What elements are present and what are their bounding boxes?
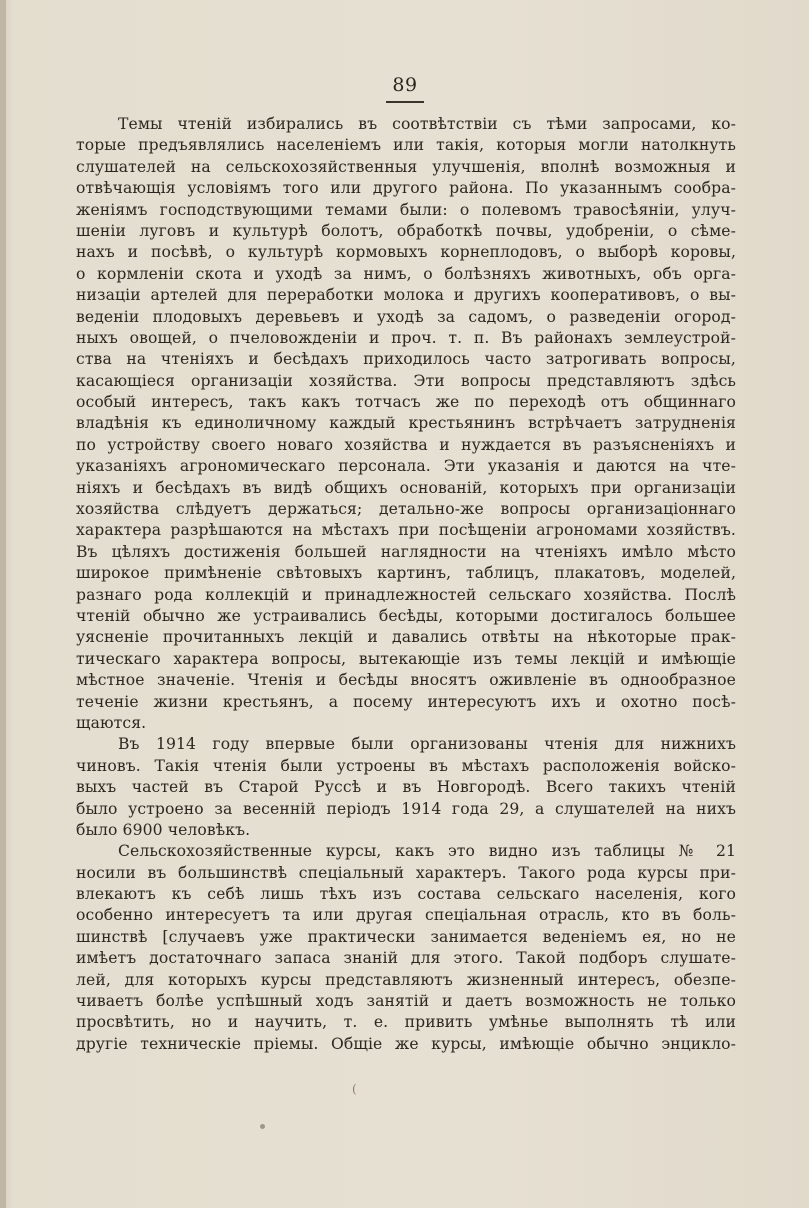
text-line: влекаютъ къ себѣ лишь тѣхъ изъ состава сельскаго населенія, кого <box>76 885 736 904</box>
page-number-underline <box>386 101 424 103</box>
text-line: уясненіе прочитанныхъ лекцій и давались отвѣты на нѣкоторые прак- <box>76 628 736 647</box>
text-line: мѣстное значеніе. Чтенія и бесѣды вносятъ оживленіе въ однообразное <box>76 671 736 690</box>
text-line: указаніяхъ агрономическаго персонала. Эти указанія и даются на чте- <box>76 457 736 476</box>
text-line: просвѣтить, но и научить, т. е. привить умѣнье выполнять тѣ или <box>76 1013 736 1032</box>
ink-speck <box>260 1124 265 1129</box>
text-line: по устройству своего новаго хозяйства и нуждается въ разъясненіяхъ и <box>76 435 736 454</box>
text-line: выхъ частей въ Старой Руссѣ и въ Новгородѣ. Всего такихъ чтеній <box>76 778 736 797</box>
text-line: Въ 1914 году впервые были организованы чтенія для нижнихъ <box>118 735 736 754</box>
page-spine-shadow <box>0 0 6 1208</box>
text-line: лей, для которыхъ курсы представляютъ жизненный интересъ, обезпе- <box>76 970 736 989</box>
text-line: было устроено за весенній періодъ 1914 года 29, а слушателей на нихъ <box>76 799 736 818</box>
text-line: хозяйства слѣдуетъ держаться; детально-же вопросы организаціоннаго <box>76 500 736 519</box>
text-line: чиваетъ болѣе успѣшный ходъ занятій и даетъ возможность не только <box>76 992 736 1011</box>
text-line: нахъ и посѣвѣ, о культурѣ кормовыхъ корнеплодовъ, о выборѣ коровы, <box>76 243 736 262</box>
page-number: 89 <box>392 74 418 96</box>
text-line: широкое примѣненіе свѣтовыхъ картинъ, таблицъ, плакатовъ, моделей, <box>76 564 736 583</box>
text-line: Сельскохозяйственные курсы, какъ это видно изъ таблицы № 21 <box>118 842 736 861</box>
text-line: о кормленіи скота и уходѣ за нимъ, о болѣзняхъ животныхъ, объ орга- <box>76 264 736 283</box>
text-line: имѣетъ достаточнаго запаса знаній для этого. Такой подборъ слушате- <box>76 949 736 968</box>
body-text <box>76 114 736 1055</box>
text-line: теченіе жизни крестьянъ, а посему интересуютъ ихъ и охотно посѣ- <box>76 692 736 711</box>
text-line: ныхъ овощей, о пчеловожденіи и проч. т. п. Въ районахъ землеустрой- <box>76 328 736 347</box>
text-line: владѣнія къ единоличному каждый крестьянинъ встрѣчаетъ затрудненія <box>76 414 736 433</box>
text-line: ства на чтеніяхъ и бесѣдахъ приходилось часто затрогивать вопросы, <box>76 350 736 369</box>
text-line: чиновъ. Такія чтенія были устроены въ мѣстахъ расположенія войско- <box>76 756 736 775</box>
text-line: носили въ большинствѣ спеціальный характеръ. Такого рода курсы при- <box>76 863 736 882</box>
text-line: было 6900 человѣкъ. <box>76 820 251 839</box>
text-line: касающіеся организаціи хозяйства. Эти вопросы представляютъ здѣсь <box>76 371 736 390</box>
text-line: слушателей на сельскохозяйственныя улучшенія, вполнѣ возможныя и <box>76 157 736 176</box>
text-line: шинствѣ [случаевъ уже практически занимается веденіемъ ея, но не <box>76 927 736 946</box>
text-line: веденіи плодовыхъ деревьевъ и уходѣ за садомъ, о разведеніи огород- <box>76 307 736 326</box>
text-line: характера разрѣшаются на мѣстахъ при посѣщеніи агрономами хозяйствъ. <box>76 521 736 540</box>
text-line: ніяхъ и бесѣдахъ въ видѣ общихъ основаній, которыхъ при организаціи <box>76 478 736 497</box>
text-line: чтеній обычно же устраивались бесѣды, которыми достигалось большее <box>76 606 736 625</box>
text-line: Темы чтеній избирались въ соотвѣтствіи съ тѣми запросами, ко- <box>118 115 736 133</box>
text-line: тическаго характера вопросы, вытекающіе изъ темы лекцій и имѣющіе <box>76 649 736 668</box>
text-line: отвѣчающія условіямъ того или другого района. По указаннымъ сообра- <box>76 179 736 198</box>
text-line: шеніи луговъ и культурѣ болотъ, обработкѣ почвы, удобреніи, о сѣме- <box>76 221 736 240</box>
ink-mark: ( <box>352 1082 357 1096</box>
text-line: разнаго рода коллекцій и принадлежностей сельскаго хозяйства. Послѣ <box>76 585 736 604</box>
text-line: особенно интересуетъ та или другая спеціальная отрасль, кто въ боль- <box>76 906 736 925</box>
text-line: особый интересъ, такъ какъ тотчасъ же по переходѣ отъ общиннаго <box>76 393 736 412</box>
text-line: низаціи артелей для переработки молока и другихъ кооперативовъ, о вы- <box>76 286 736 305</box>
text-line: щаются. <box>76 713 147 732</box>
text-line: Въ цѣляхъ достиженія большей наглядности на чтеніяхъ имѣло мѣсто <box>76 542 736 561</box>
text-line: женіямъ господствующими темами были: о полевомъ травосѣяніи, улуч- <box>76 200 736 219</box>
text-line: торые предъявлялись населеніемъ или такія, которыя могли натолкнуть <box>76 136 736 155</box>
text-line: другіе техническіе пріемы. Общіе же курсы, имѣющіе обычно энцикло- <box>76 1034 736 1053</box>
